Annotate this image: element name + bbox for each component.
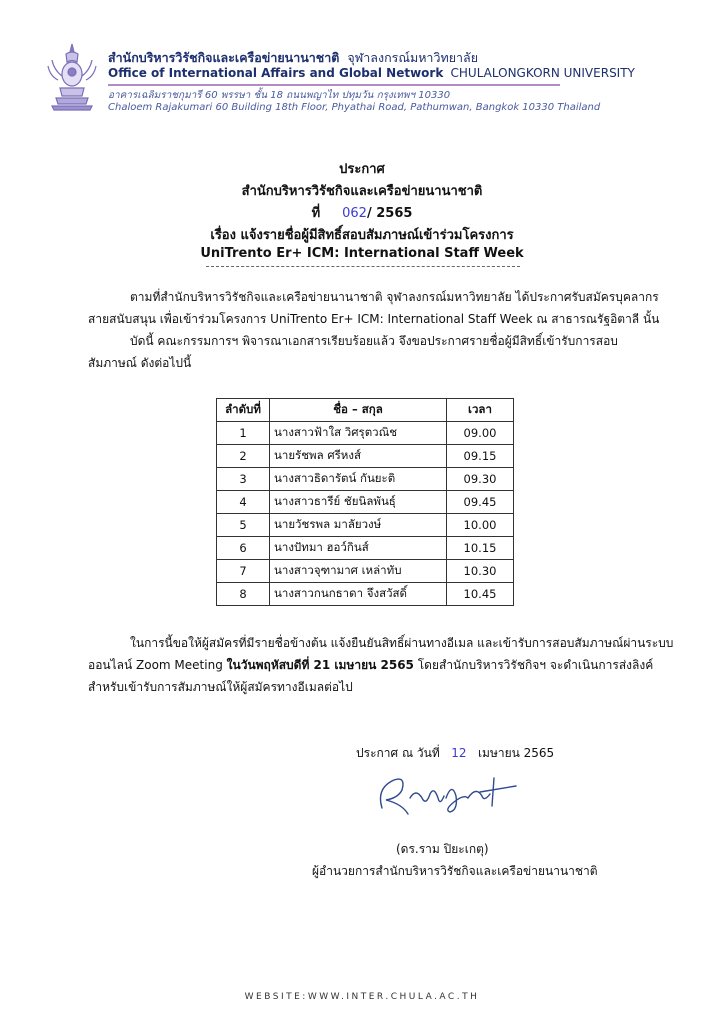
cell-name: นางสาวฟ้าใส วิศรุตวณิช	[270, 422, 447, 445]
cell-time: 10.00	[447, 514, 514, 537]
header-name: ชื่อ – สกุล	[270, 399, 447, 422]
header-time: เวลา	[447, 399, 514, 422]
address-th: อาคารเฉลิมราชกุมารี 60 พรรษา ชั้น 18 ถนนพญาไท ปทุมวัน กรุงเทพฯ 10330	[108, 90, 451, 101]
table-row	[217, 537, 514, 560]
cell-order: 4	[217, 491, 270, 514]
cell-time: 10.15	[447, 537, 514, 560]
table-header-row	[217, 399, 514, 422]
cell-time: 09.00	[447, 422, 514, 445]
university-name-th: จุฬาลงกรณ์มหาวิทยาลัย	[347, 50, 479, 65]
table-row	[217, 422, 514, 445]
interview-schedule-table	[216, 398, 514, 606]
org-name-th: สำนักบริหารวิรัชกิจและเครือข่ายนานาชาติ	[108, 50, 340, 65]
number-value: 062	[342, 206, 367, 221]
announcement-number	[0, 202, 724, 223]
cell-order: 1	[217, 422, 270, 445]
cell-name: นางสาวธิดารัตน์ กันยะติ	[270, 468, 447, 491]
university-seal-icon	[44, 40, 100, 114]
p3-text-c: โดยสำนักบริหารวิรัชกิจฯ จะดำเนินการส่งลิงค์	[413, 658, 654, 672]
paragraph-3-line-2	[88, 654, 653, 676]
table-row	[217, 514, 514, 537]
table-row	[217, 560, 514, 583]
number-label: ที่	[311, 206, 321, 221]
paragraph-1-line-2: สายสนับสนุน เพื่อเข้าร่วมโครงการ UniTrento Er+ ICM: International Staff Week ณ สาธารณรัฐอิตาลี นั้น	[88, 312, 660, 326]
announcement-date	[356, 742, 554, 764]
cell-order: 2	[217, 445, 270, 468]
cell-time: 10.45	[447, 583, 514, 606]
address-en: Chaloem Rajakumari 60 Building 18th Floor, Phyathai Road, Pathumwan, Bangkok 10330 Thailand	[108, 102, 601, 113]
paragraph-3-line-3: สำหรับเข้ารับการสัมภาษณ์ให้ผู้สมัครทางอีเมลต่อไป	[88, 680, 353, 694]
table-row	[217, 583, 514, 606]
letterhead-org-thai	[108, 48, 478, 68]
footer-website: WEBSITE:WWW.INTER.CHULA.AC.TH	[244, 992, 480, 1002]
letterhead-org-english	[108, 66, 635, 80]
cell-time: 10.30	[447, 560, 514, 583]
handwritten-signature	[372, 768, 522, 820]
header-order: ลำดับที่	[217, 399, 270, 422]
cell-name: นางสาวธารีย์ ชัยนิลพันธุ์	[270, 491, 447, 514]
cell-name: นายวัชรพล มาลัยวงษ์	[270, 514, 447, 537]
announcement-org: สำนักบริหารวิรัชกิจและเครือข่ายนานาชาติ	[241, 184, 483, 199]
paragraph-2-line-1: บัดนี้ คณะกรรมการฯ พิจารณาเอกสารเรียบร้อยแล้ว จึงขอประกาศรายชื่อผู้มีสิทธิ์เข้ารับการสอบ	[130, 334, 618, 348]
letterhead-divider	[108, 84, 560, 86]
date-suffix: เมษายน 2565	[477, 746, 555, 760]
signer-title: ผู้อำนวยการสำนักบริหารวิรัชกิจและเครือข่ายนานาชาติ	[312, 864, 598, 878]
cell-name: นางสาวจุฑามาศ เหล่าทับ	[270, 560, 447, 583]
signer-name: (ดร.ราม ปิยะเกตุ)	[396, 842, 489, 856]
program-name: UniTrento Er+ ICM: International Staff Week	[200, 246, 524, 261]
number-year: / 2565	[366, 206, 413, 221]
date-day: 12	[451, 746, 467, 760]
cell-time: 09.15	[447, 445, 514, 468]
cell-name: นางปัทมา ฮอว์กินส์	[270, 537, 447, 560]
table-row	[217, 468, 514, 491]
university-name-en: CHULALONGKORN UNIVERSITY	[450, 66, 635, 80]
paragraph-2-line-2: สัมภาษณ์ ดังต่อไปนี้	[88, 356, 192, 370]
table-row	[217, 491, 514, 514]
cell-time: 09.30	[447, 468, 514, 491]
cell-order: 5	[217, 514, 270, 537]
cell-order: 6	[217, 537, 270, 560]
cell-name: นางสาวกนกธาดา จึงสวัสดิ์	[270, 583, 447, 606]
paragraph-1-line-1: ตามที่สำนักบริหารวิรัชกิจและเครือข่ายนานาชาติ จุฬาลงกรณ์มหาวิทยาลัย ได้ประกาศรับสมัครบุคลากร	[130, 290, 659, 304]
announcement-subject: เรื่อง แจ้งรายชื่อผู้มีสิทธิ์สอบสัมภาษณ์เข้าร่วมโครงการ	[210, 228, 514, 243]
dashed-divider	[206, 266, 520, 267]
cell-order: 8	[217, 583, 270, 606]
cell-order: 3	[217, 468, 270, 491]
date-prefix: ประกาศ ณ วันที่	[356, 746, 440, 760]
table-row	[217, 445, 514, 468]
interview-date-bold: ในวันพฤหัสบดีที่ 21 เมษายน 2565	[226, 658, 414, 672]
cell-order: 7	[217, 560, 270, 583]
org-name-en: Office of International Affairs and Global Network	[108, 66, 444, 80]
cell-time: 09.45	[447, 491, 514, 514]
announcement-title: ประกาศ	[339, 162, 385, 177]
paragraph-3-line-1: ในการนี้ขอให้ผู้สมัครที่มีรายชื่อข้างต้น แจ้งยืนยันสิทธิ์ผ่านทางอีเมล และเข้ารับการสอบสัมภาษณ์ผ่านระบบ	[130, 636, 674, 650]
p3-text-a: ออนไลน์ Zoom Meeting	[88, 658, 227, 672]
cell-name: นายรัชพล ศรีหงส์	[270, 445, 447, 468]
